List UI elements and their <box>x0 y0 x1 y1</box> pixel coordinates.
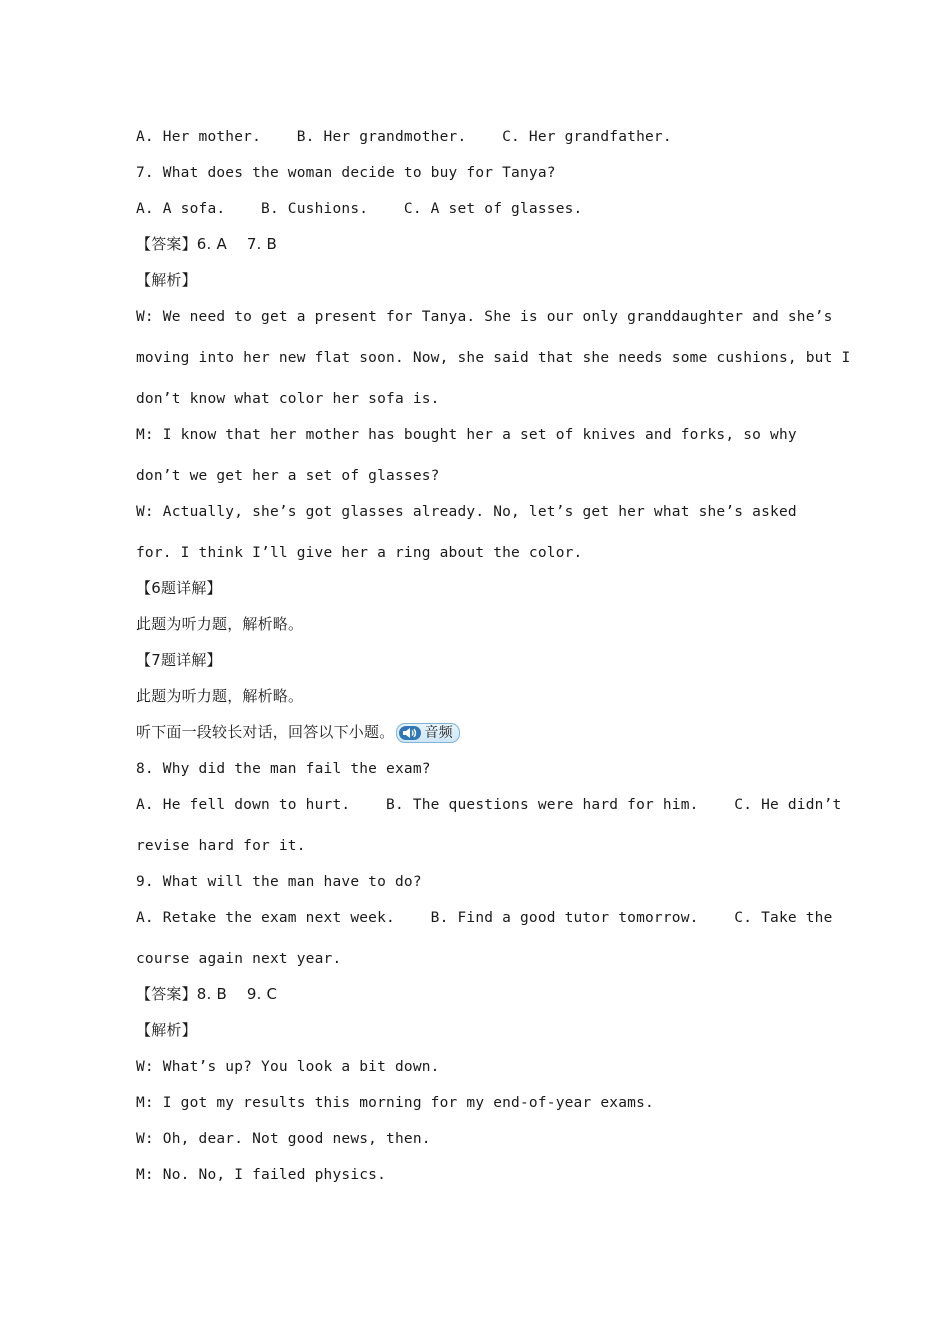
q6-detail-text: 此题为听力题，解析略。 <box>136 615 304 633</box>
transcript-line: W: Oh, dear. Not good news, then. <box>136 1131 431 1147</box>
q8-question: 8. Why did the man fail the exam? <box>136 761 431 777</box>
transcript-line: M: I know that her mother has bought her a set of knives and forks, so why <box>136 427 797 443</box>
transcript-line: don’t know what color her sofa is. <box>136 391 440 407</box>
audio-button[interactable] <box>396 723 459 743</box>
transcript-line: W: Actually, she’s got glasses already. No, let’s get her what she’s asked <box>136 504 797 520</box>
q9-options: A. Retake the exam next week. B. Find a good tutor tomorrow. C. Take the <box>136 910 833 926</box>
transcript-line: for. I think I’ll give her a ring about the color. <box>136 545 583 561</box>
transcript-line: M: No. No, I failed physics. <box>136 1167 387 1183</box>
transcript-line: moving into her new flat soon. Now, she said that she needs some cushions, but I <box>136 350 851 366</box>
transcript-line: W: What’s up? You look a bit down. <box>136 1059 440 1075</box>
transcript-line: don’t we get her a set of glasses? <box>136 468 440 484</box>
q7-question: 7. What does the woman decide to buy for Tanya? <box>136 165 556 181</box>
transcript-line: M: I got my results this morning for my end-of-year exams. <box>136 1095 654 1111</box>
answer-8-9: 【答案】8. B 9. C <box>136 985 278 1003</box>
instruction-text: 听下面一段较长对话，回答以下小题。 <box>136 723 395 741</box>
q8-options-cont: revise hard for it. <box>136 838 306 854</box>
q7-detail-text: 此题为听力题，解析略。 <box>136 687 304 705</box>
answer-6-7: 【答案】6. A 7. B <box>136 235 277 253</box>
q8-options: A. He fell down to hurt. B. The questions were hard for him. C. He didn’t <box>136 797 842 813</box>
q7-options: A. A sofa. B. Cushions. C. A set of glasses. <box>136 201 583 217</box>
q9-question: 9. What will the man have to do? <box>136 874 422 890</box>
speaker-icon <box>399 726 421 740</box>
analysis-heading-2: 【解析】 <box>136 1021 197 1039</box>
q7-detail-heading: 【7题详解】 <box>136 651 222 669</box>
analysis-heading-1: 【解析】 <box>136 271 197 289</box>
q6-options: A. Her mother. B. Her grandmother. C. Her grandfather. <box>136 129 672 145</box>
listening-instruction <box>136 722 460 743</box>
q6-detail-heading: 【6题详解】 <box>136 579 222 597</box>
audio-button-label: 音频 <box>424 724 453 741</box>
q9-options-cont: course again next year. <box>136 951 342 967</box>
transcript-line: W: We need to get a present for Tanya. She is our only granddaughter and she’s <box>136 309 833 325</box>
